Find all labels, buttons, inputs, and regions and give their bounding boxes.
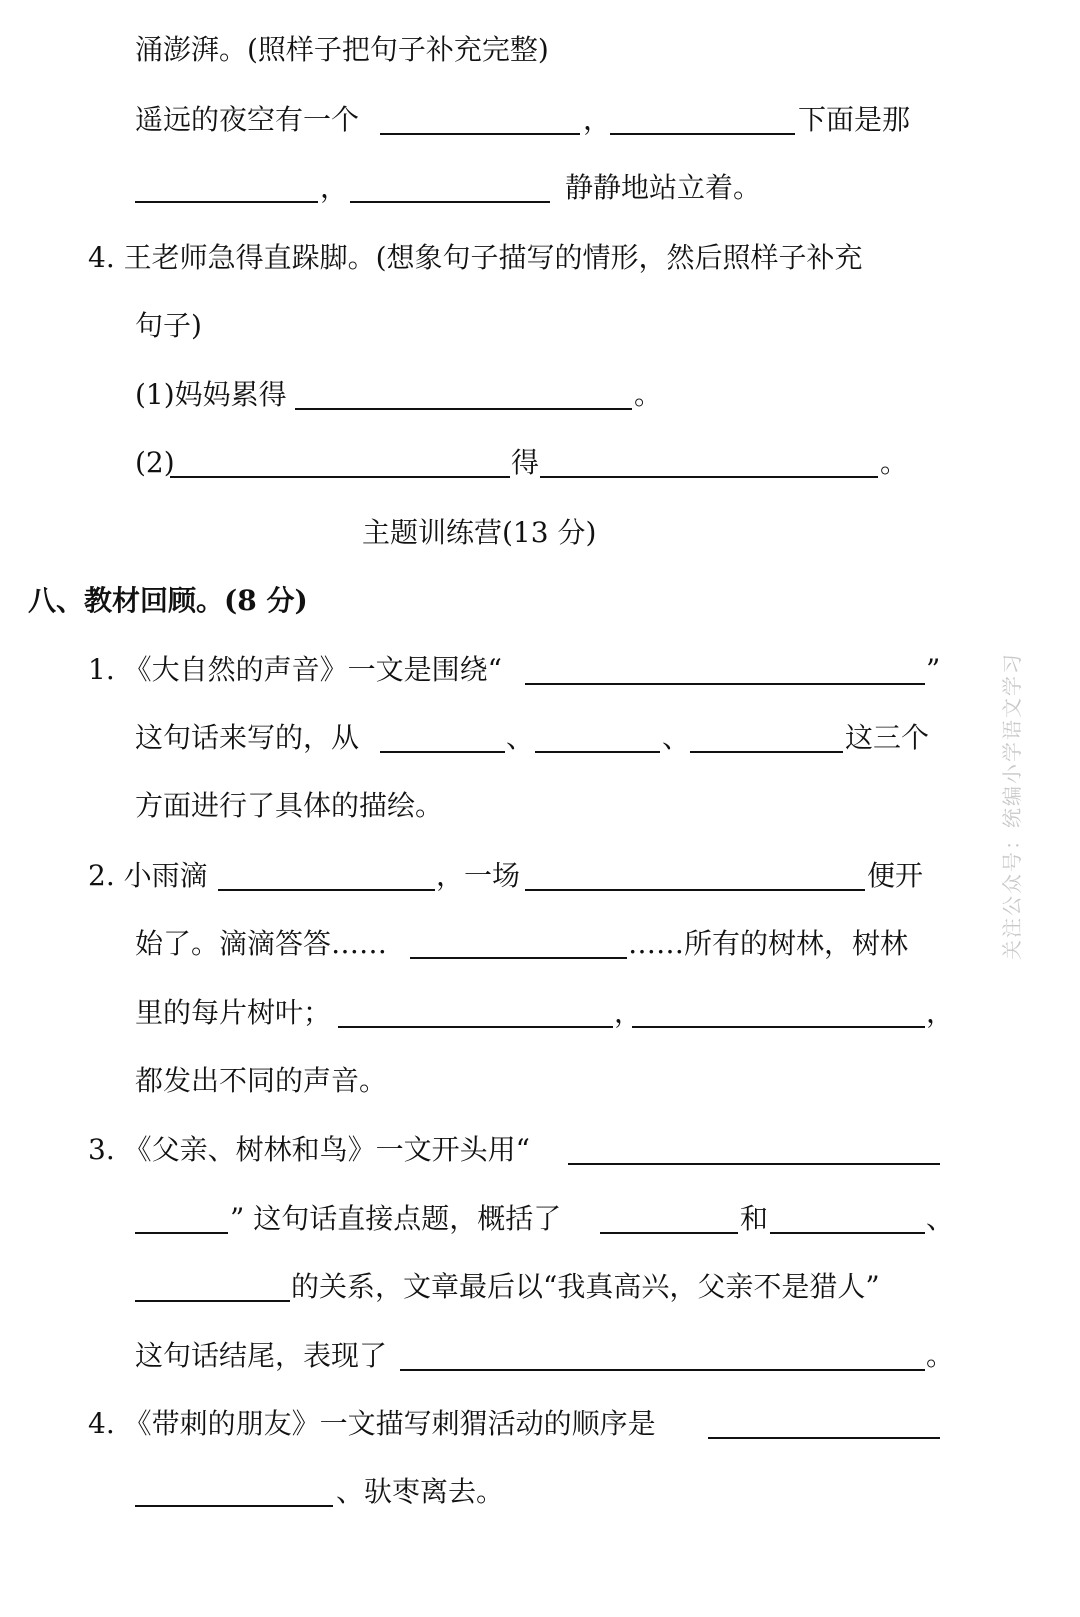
text: 、 (926, 1202, 955, 1235)
answer-blank[interactable] (600, 1232, 738, 1234)
answer-blank[interactable] (338, 1026, 613, 1028)
text: 这句话来写的，从 (135, 721, 360, 754)
section-heading-row (0, 581, 1080, 621)
text: 、驮枣离去。 (336, 1475, 505, 1508)
question-line (0, 718, 1080, 758)
answer-blank[interactable] (135, 1505, 333, 1507)
answer-blank[interactable] (295, 408, 632, 410)
text: 、 (506, 721, 535, 754)
text: 和 (740, 1202, 769, 1235)
section-title: 主题训练营(13 分) (362, 516, 597, 549)
text: 这句话结尾，表现了 (135, 1339, 388, 1372)
text: 。 (926, 1339, 955, 1372)
question-line (0, 1130, 1080, 1170)
text: 、 (662, 721, 691, 754)
text: ” 这句话直接点题，概括了 (230, 1202, 562, 1235)
answer-blank[interactable] (690, 751, 843, 753)
text: ……所有的树林，树林 (628, 927, 909, 960)
question-line (0, 1472, 1080, 1512)
text: (1)妈妈累得 (135, 378, 287, 411)
answer-blank[interactable] (568, 1163, 940, 1165)
answer-blank[interactable] (540, 476, 878, 478)
answer-blank[interactable] (525, 683, 925, 685)
text: 的关系，文章最后以“我真高兴，父亲不是猎人” (291, 1270, 880, 1303)
question-line (0, 1199, 1080, 1239)
answer-blank[interactable] (610, 133, 795, 135)
question-line (0, 1336, 1080, 1376)
question-line (0, 238, 1080, 278)
answer-blank[interactable] (350, 201, 550, 203)
question-line (0, 924, 1080, 964)
text: 。 (634, 378, 663, 411)
question-line (0, 786, 1080, 826)
text: 便开 (867, 859, 924, 892)
question-line (0, 100, 1080, 140)
text: ” (926, 653, 941, 686)
answer-blank[interactable] (135, 1232, 228, 1234)
watermark: 关注公众号：统编小学语文学习 (1000, 652, 1024, 960)
section-title-row (0, 513, 1080, 553)
section-heading: 八、教材回顾。(8 分) (28, 584, 308, 617)
text: 里的每片树叶； (135, 996, 332, 1029)
text: 静静地站立着。 (565, 171, 762, 204)
answer-blank[interactable] (218, 889, 435, 891)
text: ， (583, 103, 612, 136)
question-stem: 4. 王老师急得直跺脚。(想象句子描写的情形，然后照样子补充 (88, 241, 863, 274)
question-line (0, 856, 1080, 896)
answer-blank[interactable] (380, 133, 580, 135)
text: 下面是那 (798, 103, 911, 136)
text: 3. 《父亲、树林和鸟》一文开头用“ (88, 1133, 530, 1166)
text: ， (614, 996, 643, 1029)
question-line (0, 1267, 1080, 1307)
answer-blank[interactable] (170, 476, 510, 478)
text: 1. 《大自然的声音》一文是围绕“ (88, 653, 502, 686)
answer-blank[interactable] (135, 201, 318, 203)
text: 得 (511, 446, 540, 479)
instruction-text: 涌澎湃。(照样子把句子补充完整) (135, 33, 549, 66)
text: ， (926, 996, 955, 1029)
text: 2. 小雨滴 (88, 859, 208, 892)
answer-blank[interactable] (525, 889, 865, 891)
text: 遥远的夜空有一个 (135, 103, 360, 136)
text: 方面进行了具体的描绘。 (135, 789, 444, 822)
answer-blank[interactable] (632, 1026, 925, 1028)
question-stem: 句子) (135, 309, 202, 342)
answer-blank[interactable] (708, 1437, 940, 1439)
answer-blank[interactable] (135, 1300, 290, 1302)
text: 都发出不同的声音。 (135, 1064, 388, 1097)
answer-blank[interactable] (380, 751, 505, 753)
text: (2) (135, 446, 175, 479)
question-line (0, 443, 1080, 483)
text: 这三个 (845, 721, 930, 754)
text: ， (320, 171, 349, 204)
question-line (0, 306, 1080, 346)
question-line (0, 30, 1080, 70)
answer-blank[interactable] (410, 957, 627, 959)
answer-blank[interactable] (400, 1369, 925, 1371)
text: ，一场 (436, 859, 521, 892)
question-line (0, 993, 1080, 1033)
question-line (0, 375, 1080, 415)
answer-blank[interactable] (770, 1232, 925, 1234)
text: 始了。滴滴答答…… (135, 927, 388, 960)
question-line (0, 1061, 1080, 1101)
text: 。 (880, 446, 909, 479)
question-line (0, 650, 1080, 690)
answer-blank[interactable] (535, 751, 660, 753)
text: 4. 《带刺的朋友》一文描写刺猬活动的顺序是 (88, 1407, 656, 1440)
question-line (0, 168, 1080, 208)
question-line (0, 1404, 1080, 1444)
